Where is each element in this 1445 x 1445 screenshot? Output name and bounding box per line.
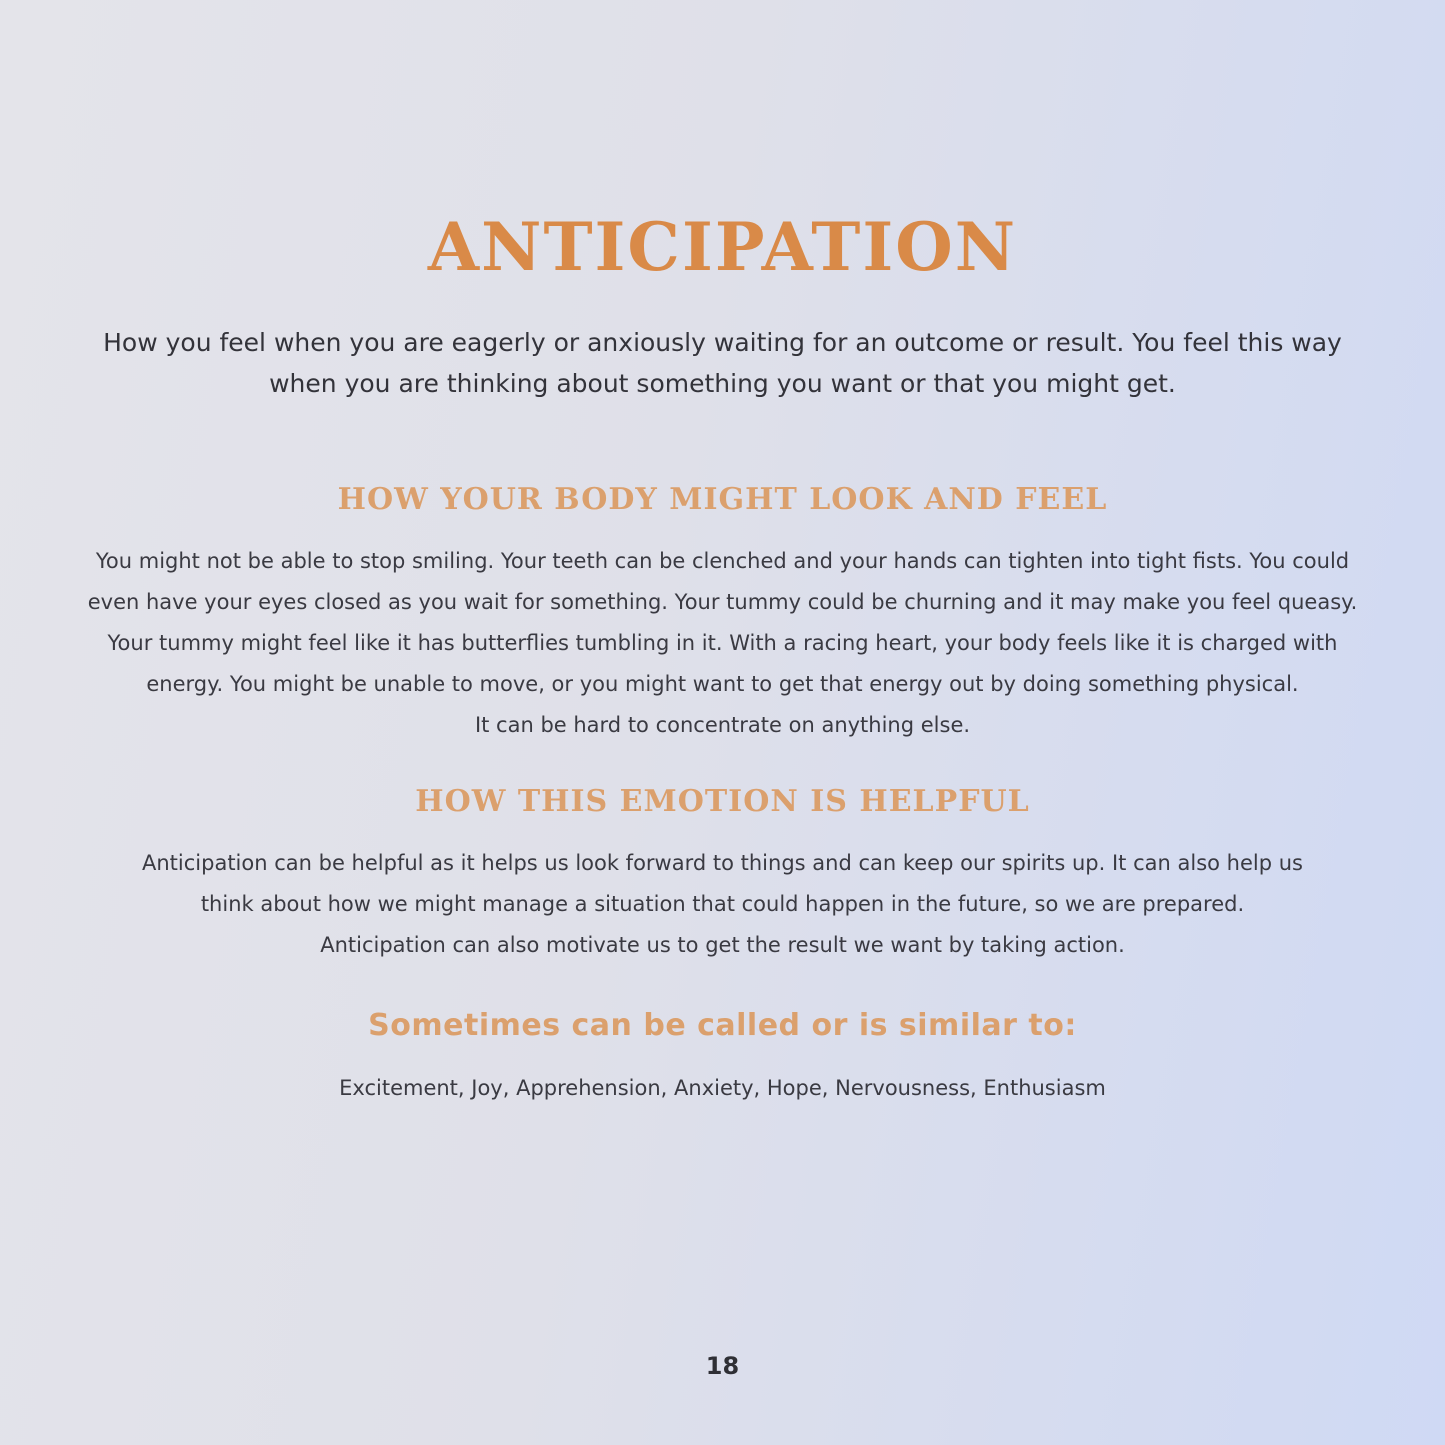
intro-line: when you are thinking about something you want or that you might get. <box>269 369 1176 398</box>
similar-section-heading: Sometimes can be called or is similar to: <box>368 1008 1077 1043</box>
page-number: 18 <box>705 1352 740 1380</box>
body-line: energy. You might be unable to move, or you might want to get that energy out by doing something physical. <box>146 672 1299 696</box>
body-section-heading: HOW YOUR BODY MIGHT LOOK AND FEEL <box>337 482 1108 517</box>
body-section-paragraph <box>10 541 1435 746</box>
body-line: Your tummy might feel like it has butterflies tumbling in it. With a racing heart, your body feels like it is charged with <box>107 631 1338 655</box>
intro-paragraph <box>10 322 1435 404</box>
body-line: It can be hard to concentrate on anything else. <box>474 713 971 737</box>
helpful-line: Anticipation can be helpful as it helps us look forward to things and can keep our spirits up. It can also help us <box>142 851 1303 875</box>
helpful-section-paragraph <box>10 843 1435 966</box>
similar-emotions-list <box>10 1068 1435 1109</box>
page-title: ANTICIPATION <box>427 208 1018 286</box>
body-line: even have your eyes closed as you wait for something. Your tummy could be churning and it may make you feel queasy. <box>87 590 1358 614</box>
body-line: You might not be able to stop smiling. Your teeth can be clenched and your hands can tighten into tight fists. You could <box>95 549 1350 573</box>
intro-line: How you feel when you are eagerly or anxiously waiting for an outcome or result. You feel this way <box>103 328 1342 357</box>
helpful-line: Anticipation can also motivate us to get the result we want by taking action. <box>320 933 1125 957</box>
helpful-section-heading: HOW THIS EMOTION IS HELPFUL <box>415 784 1030 819</box>
similar-line: Excitement, Joy, Apprehension, Anxiety, Hope, Nervousness, Enthusiasm <box>339 1076 1106 1100</box>
helpful-line: think about how we might manage a situation that could happen in the future, so we are prepared. <box>200 892 1245 916</box>
